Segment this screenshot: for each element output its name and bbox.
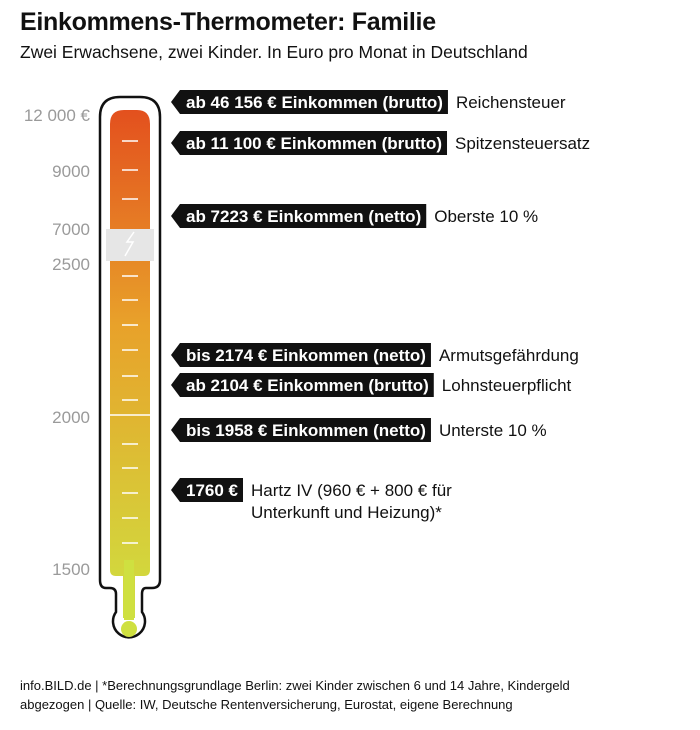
marker <box>171 478 452 522</box>
footer-line-2: abgezogen | Quelle: IW, Deutsche Rentenversicherung, Eurostat, eigene Berechnung <box>20 697 513 712</box>
marker <box>171 373 572 397</box>
marker-note-line-2: Unterkunft und Heizung)* <box>251 503 442 522</box>
marker-note: Hartz IV (960 € + 800 € für <box>251 481 452 500</box>
marker-value: ab 46 156 € Einkommen (brutto) <box>186 93 443 112</box>
chart-subtitle: Zwei Erwachsene, zwei Kinder. In Euro pro Monat in Deutschland <box>20 42 528 62</box>
marker <box>171 90 566 114</box>
marker-value: 1760 € <box>186 481 238 500</box>
footer-line-1: info.BILD.de | *Berechnungsgrundlage Berlin: zwei Kinder zwischen 6 und 14 Jahre, Kindergeld <box>20 678 570 693</box>
thermometer-bulb <box>121 621 137 637</box>
marker-note: Unterste 10 % <box>438 421 547 440</box>
marker-value: bis 1958 € Einkommen (netto) <box>186 421 426 440</box>
axis-tick-label: 7000 <box>52 220 90 239</box>
axis-tick-label: 2500 <box>52 255 90 274</box>
axis-tick-label: 12 000 € <box>23 106 90 125</box>
thermometer-tube <box>110 110 150 618</box>
marker <box>171 204 538 228</box>
axis-tick-labels <box>24 106 91 579</box>
marker-note: Armutsgefährdung <box>438 346 579 365</box>
marker-value: ab 11 100 € Einkommen (brutto) <box>186 134 443 153</box>
marker-value: ab 7223 € Einkommen (netto) <box>186 207 422 226</box>
footer-source <box>20 676 680 714</box>
thermometer-stem <box>124 560 134 620</box>
axis-break <box>106 229 154 261</box>
axis-tick-label: 2000 <box>52 408 90 427</box>
axis-tick-label: 1500 <box>52 560 90 579</box>
marker-value: ab 2104 € Einkommen (brutto) <box>186 376 429 395</box>
marker <box>171 418 547 442</box>
axis-tick-label: 9000 <box>52 162 90 181</box>
chart-title: Einkommens-Thermometer: Familie <box>20 8 436 36</box>
marker-note: Reichensteuer <box>455 93 566 112</box>
marker-value: bis 2174 € Einkommen (netto) <box>186 346 426 365</box>
marker-note: Spitzensteuersatz <box>455 134 591 153</box>
marker-annotations <box>171 90 590 522</box>
marker-note: Lohnsteuerpflicht <box>441 376 572 395</box>
marker <box>171 131 590 155</box>
marker-note: Oberste 10 % <box>434 207 539 226</box>
marker <box>171 343 579 367</box>
